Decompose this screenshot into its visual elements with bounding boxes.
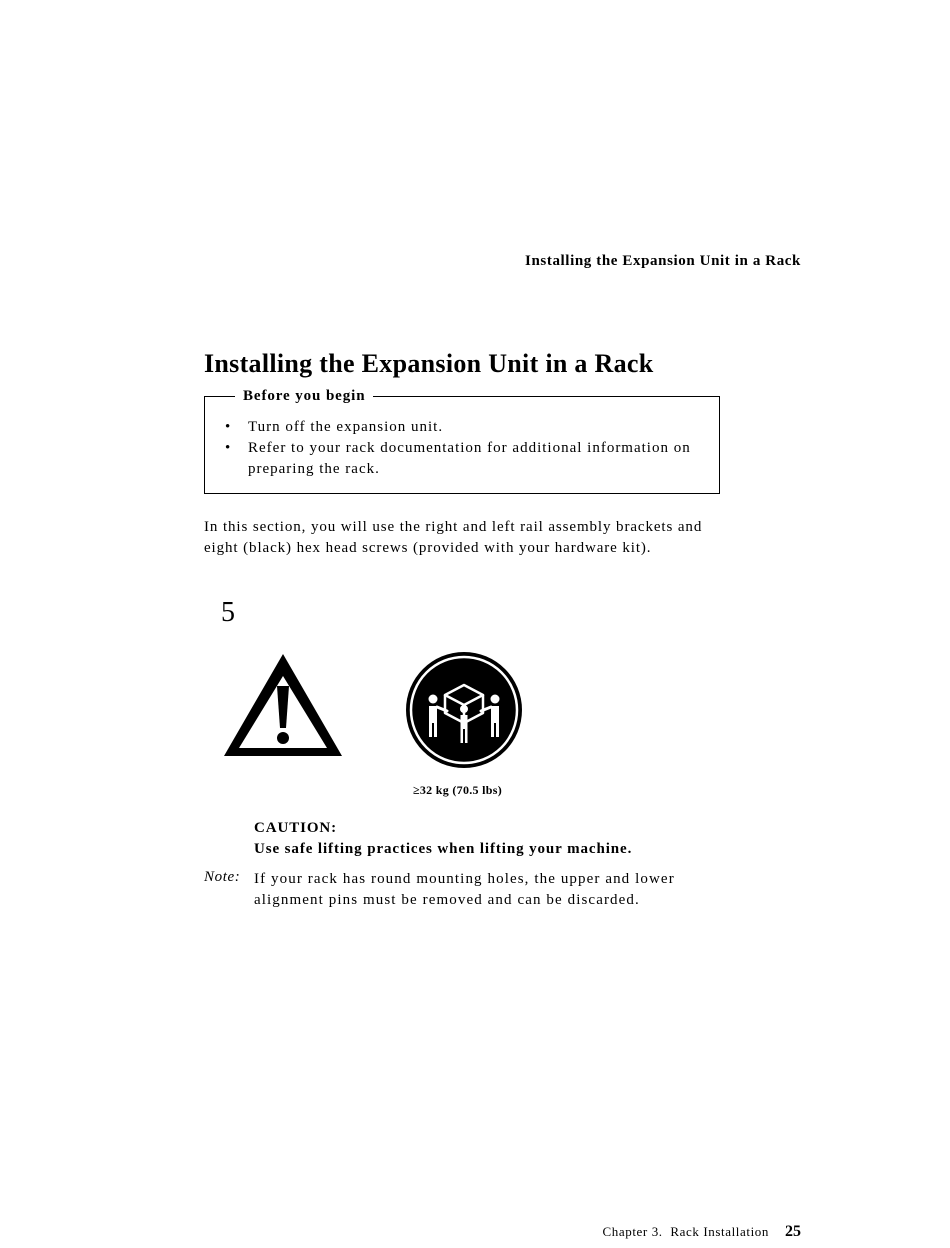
bullet: • — [225, 440, 232, 456]
section-title: Installing the Expansion Unit in a Rack — [204, 349, 654, 378]
caution-block — [254, 818, 632, 860]
step-number: 5 — [221, 597, 235, 628]
weight-label: ≥32 kg (70.5 lbs) — [413, 783, 503, 797]
two-person-lift-icon — [405, 651, 523, 769]
running-head: Installing the Expansion Unit in a Rack — [525, 253, 801, 269]
caution-label: CAUTION: — [254, 820, 338, 836]
footer-chapter: Chapter 3. Rack Installation — [602, 1224, 769, 1239]
intro-paragraph: In this section, you will use the right and left rail assembly brackets and eight (black) hex head screws (provided with your hardware kit). — [204, 519, 703, 556]
before-you-begin-box — [204, 388, 720, 494]
note-label: Note: — [204, 869, 241, 885]
list-item-text: Turn off the expansion unit. — [248, 419, 444, 435]
warning-triangle-icon — [222, 652, 344, 760]
before-you-begin-list — [225, 417, 708, 480]
list-item-text: Refer to your rack documentation for additional information on preparing the rack. — [248, 440, 691, 477]
list-item — [225, 438, 708, 480]
caution-text: Use safe lifting practices when lifting your machine. — [254, 841, 633, 857]
page-number: 25 — [785, 1223, 801, 1240]
before-you-begin-legend: Before you begin — [235, 388, 373, 405]
bullet: • — [225, 419, 232, 435]
page-footer — [603, 1223, 802, 1241]
note-text: If your rack has round mounting holes, the upper and lower alignment pins must be removed and can be discarded. — [254, 871, 675, 908]
list-item — [225, 417, 708, 438]
